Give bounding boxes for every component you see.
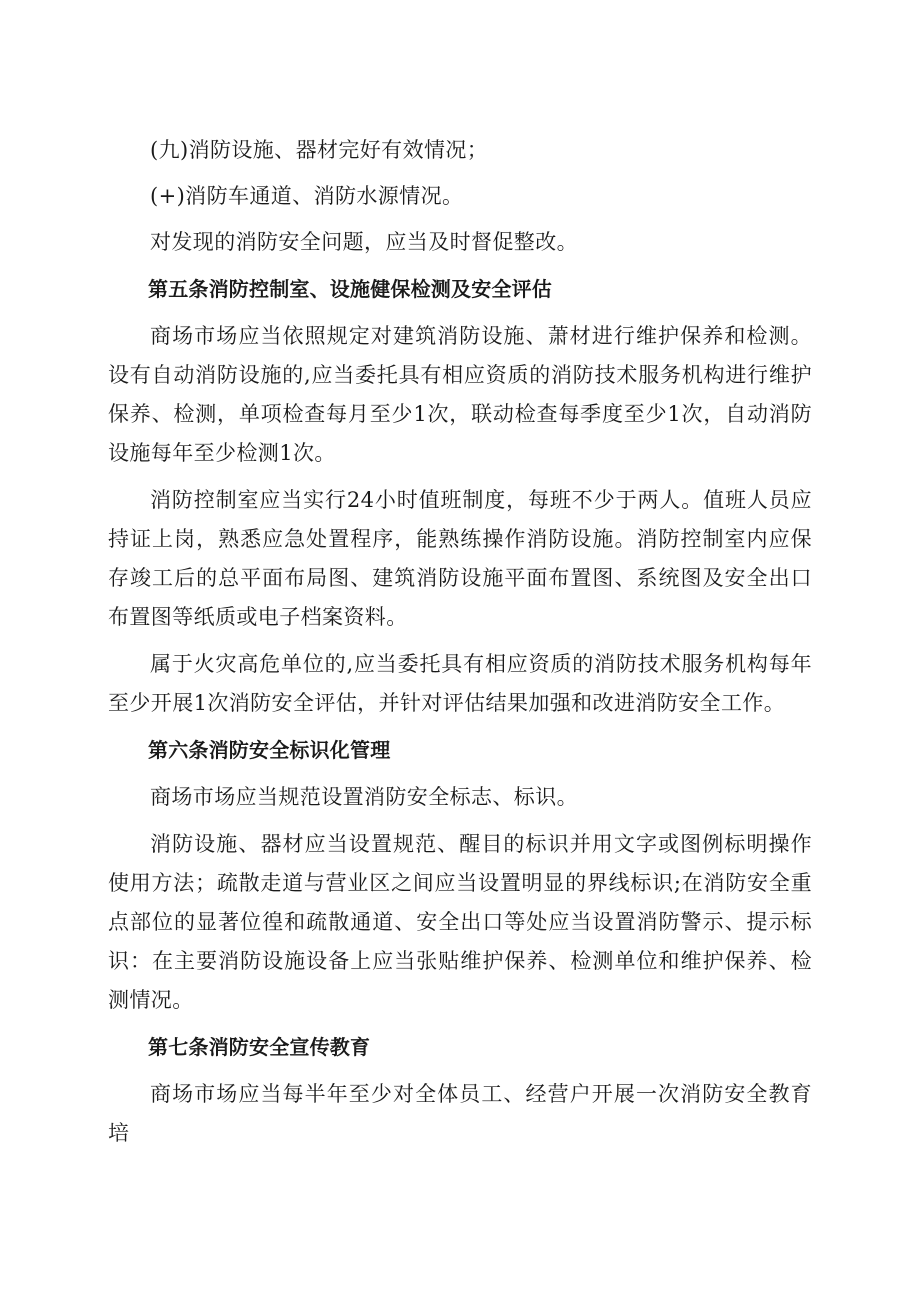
section-heading-article-5: 第五条消防控制室、设施健保检测及安全评估	[148, 277, 552, 301]
document-body	[108, 131, 812, 1161]
paragraph-control-room: 消防控制室应当实行24小时值班制度，每班不少于两人。值班人员应持证上岗，熟悉应急处置程序，能熟练操作消防设施。消防控制室内应保存竣工后的总平面布局图、建筑消防设施平面布置图、系统图及安全出口布置图等纸质或电子档案资料。	[108, 488, 812, 629]
section-heading-article-7: 第七条消防安全宣传教育	[148, 1035, 371, 1059]
paragraph-education: 商场市场应当每半年至少对全体员工、经营户开展一次消防安全教育培	[108, 1082, 812, 1145]
paragraph-maintenance: 商场市场应当依照规定对建筑消防设施、萧材进行维护保养和检测。设有自动消防设施的,应当委托具有相应资质的消防技术服务机构进行维护保养、检测，单项检查每月至少1次，联动检查每季度至少1次，自动消防设施每年至少检测1次。	[108, 324, 812, 465]
paragraph-assessment: 属于火灾高危单位的,应当委托具有相应资质的消防技术服务机构每年至少开展1次消防安全评估，并针对评估结果加强和改进消防安全工作。	[108, 652, 812, 715]
list-item-ten: (+)消防车通道、消防水源情况。	[150, 184, 464, 208]
paragraph-rectify: 对发现的消防安全问题，应当及时督促整改。	[150, 230, 578, 254]
section-heading-article-6: 第六条消防安全标识化管理	[148, 738, 391, 762]
list-item-nine: (九)消防设施、器材完好有效情况；	[150, 138, 489, 162]
paragraph-signs: 商场市场应当规范设置消防安全标志、标识。	[150, 785, 578, 809]
paragraph-sign-details: 消防设施、器材应当设置规范、醒目的标识并用文字或图例标明操作使用方法；疏散走道与营业区之间应当设置明显的界线标识;在消防安全重点部位的显著位徨和疏散通道、安全出口等处应当设置消防警示、提示标识：在主要消防设施设备上应当张贴维护保养、检测单位和维护保养、检测情况。	[108, 832, 812, 1012]
